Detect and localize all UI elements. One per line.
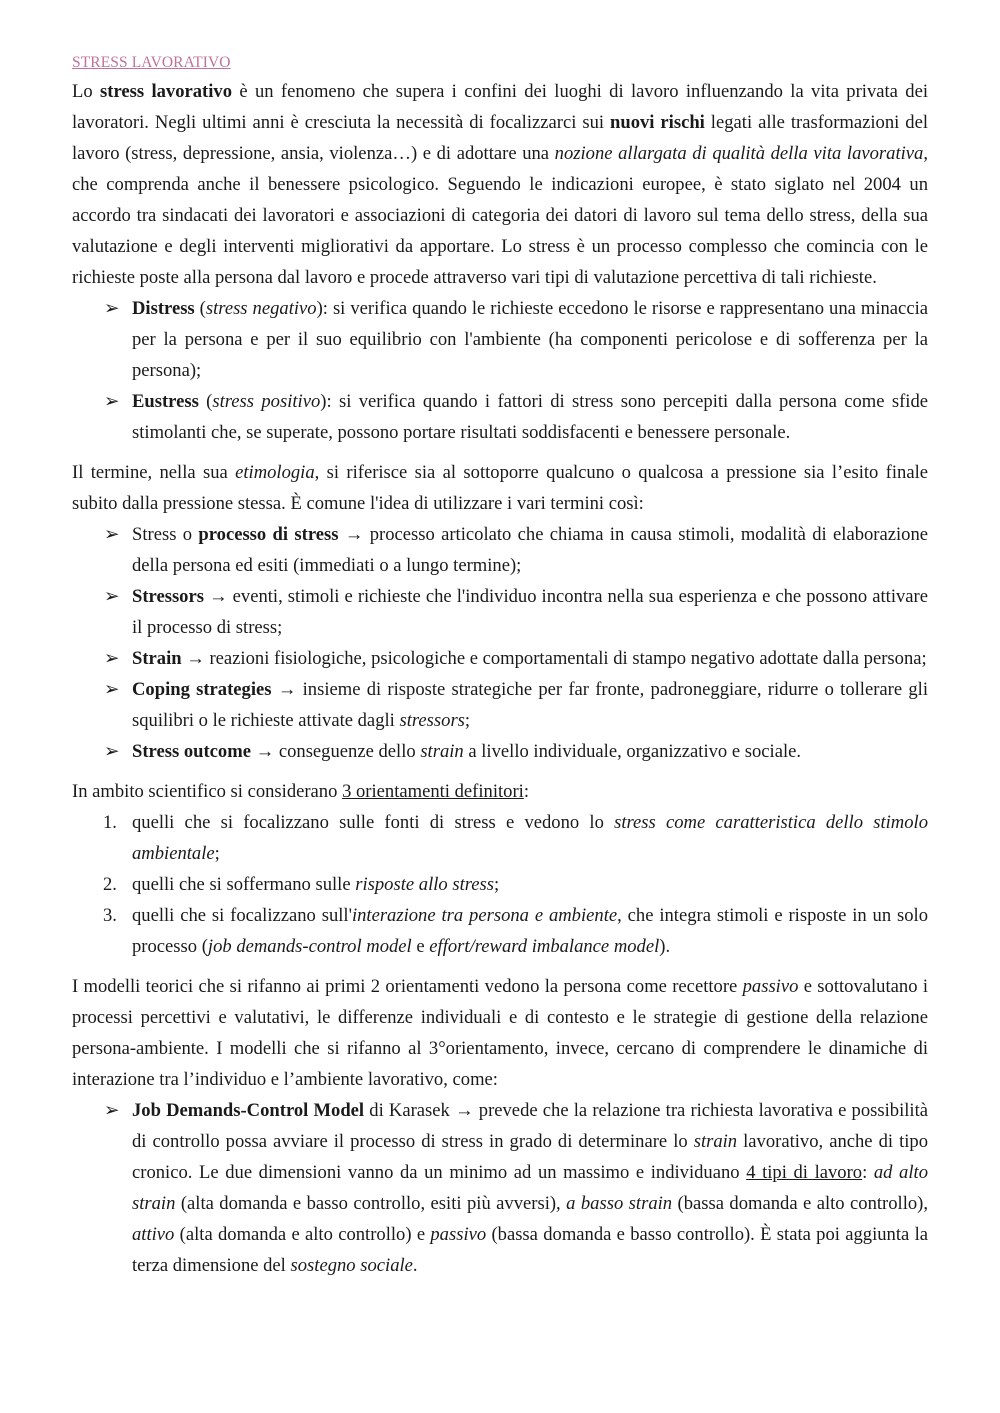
italic-term: sostegno sociale [290,1255,413,1276]
list-number: 3. [103,905,117,926]
bold-term: processo di stress [198,524,339,545]
stress-types-list [72,293,928,448]
arrow-bullet-icon: ➢ [104,586,120,607]
text: ; [464,710,471,731]
text: (bassa domanda e alto controllo), [672,1193,928,1214]
text: . [412,1255,418,1276]
arrow-bullet-icon: ➢ [104,741,120,762]
list-number: 1. [103,812,117,833]
bold-term: Distress [132,298,195,319]
italic-term: stress negativo [205,298,317,319]
text: quelli che si soffermano sulle [132,874,356,895]
text: (bassa domanda e basso controllo). È stata poi aggiunta la terza dimensione del [132,1224,928,1276]
text: ( [198,391,213,412]
list-item [72,386,928,448]
bold-term: stress lavorativo [100,81,233,102]
italic-term: attivo [132,1224,175,1245]
italic-term: passivo [430,1224,487,1245]
terms-list [72,519,928,767]
text: quelli che si focalizzano sull' [132,905,352,926]
text: : [523,781,529,802]
text: , si riferisce sia al sottoporre qualcuno o qualcosa a pressione sia l’esito finale subito dalla pressione stessa. È comune l'idea di utilizzare i vari termini così: [72,462,928,514]
arrow-bullet-icon: ➢ [104,298,120,319]
text: e sottovalutano i processi percettivi e valutativi, le differenze individuali e di contesto e le strategie di gestione della relazione persona-ambiente. I modelli che si rifanno al 3°orientamento, invece, cercano di comprendere le dinamiche di interazione tra l’individuo e l’ambiente lavorativo, come: [72,976,928,1090]
list-item [72,643,928,674]
text: ): si verifica quando le richieste eccedono le risorse e rappresentano una minaccia per la persona e per il suo equilibrio con l'ambiente (ha componenti pericolose e di sofferenza per la persona); [132,298,928,381]
italic-term: job demands-control model [207,936,412,957]
italic-term: ad alto strain [132,1162,928,1214]
underlined-term: 4 tipi di lavoro [746,1162,863,1183]
list-item [72,869,928,900]
text: , che comprenda anche il benessere psicologico. Seguendo le indicazioni europee, è stato siglato nel 2004 un accordo tra sindacati dei lavoratori e associazioni di categoria dei datori di lavoro sul tema dello stress, della sua valutazione e degli interventi migliorativi da apportare. Lo stress è un processo complesso che comincia con le richieste poste alla persona dal lavoro e procede attraverso vari tipi di valutazione percettiva di tali richieste. [72,143,928,288]
text: ): si verifica quando i fattori di stress sono percepiti dalla persona come sfide stimolanti che, se superate, possono portare risultati soddisfacenti e benessere personale. [132,391,928,443]
text: , che integra stimoli e risposte in un solo processo ( [132,905,928,957]
arrow-bullet-icon: ➢ [104,391,120,412]
text: In ambito scientifico si considerano [72,781,343,802]
etymology-paragraph [72,457,928,519]
orientations-list [72,807,928,962]
text: lavorativo, anche di tipo cronico. Le due dimensioni vanno da un minimo ad un massimo e individuano [132,1131,929,1183]
italic-term: effort/reward imbalance model [429,936,660,957]
intro-paragraph [72,76,928,293]
italic-term: a basso strain [566,1193,673,1214]
bold-term: nuovi rischi [610,112,705,133]
bold-term: Eustress [132,391,199,412]
bold-term: Stress outcome [132,741,251,762]
text: (alta domanda e alto controllo) e [174,1224,431,1245]
italic-term: risposte allo stress [355,874,495,895]
italic-term: stressors [399,710,465,731]
list-item [72,519,928,581]
italic-term: stress come caratteristica dello stimolo ambientale [132,812,928,864]
text: ; [214,843,220,864]
arrow-bullet-icon: ➢ [104,1100,120,1121]
text: Il termine, nella sua [72,462,236,483]
text: ( [194,298,206,319]
text: I modelli teorici che si rifanno ai primi 2 orientamenti vedono la persona come recettore [72,976,743,997]
text: Lo [72,81,101,102]
list-item [72,293,928,386]
list-item [72,581,928,643]
text: è un fenomeno che supera i confini dei luoghi di lavoro influenzando la vita privata dei lavoratori. Negli ultimi anni è cresciuta la necessità di focalizzarci sui [72,81,928,133]
text: e [411,936,430,957]
orientations-paragraph [72,776,928,807]
list-item [72,674,928,736]
text: legati alle trasformazioni del lavoro (stress, depressione, ansia, violenza…) e di adottare una [72,112,928,164]
bold-term: Coping strategies [132,679,272,700]
list-item [72,736,928,767]
text: → reazioni fisiologiche, psicologiche e comportamentali di stampo negativo adottate dalla persona; [181,648,927,669]
section-heading: STRESS LAVORATIVO [72,54,231,71]
bold-term: Strain [132,648,182,669]
text: → processo articolato che chiama in causa stimoli, modalità di elaborazione della persona ed esiti (immediati o a lungo termine); [132,524,929,576]
list-number: 2. [103,874,117,895]
arrow-bullet-icon: ➢ [104,524,120,545]
text: Stress o [132,524,199,545]
italic-term: nozione allargata di qualità della vita lavorativa [554,143,924,164]
italic-term: strain [693,1131,738,1152]
arrow-bullet-icon: ➢ [104,679,120,700]
text: (alta domanda e basso controllo, esiti più avversi), [175,1193,567,1214]
models-paragraph [72,971,928,1095]
text: di Karasek → prevede che la relazione tra richiesta lavorativa e possibilità di controllo possa avviare il processo di stress in grado di determinare lo [132,1100,928,1152]
text: → conseguenze dello [250,741,421,762]
italic-term: etimologia [235,462,315,483]
list-item [72,900,928,962]
text: ). [659,936,671,957]
arrow-bullet-icon: ➢ [104,648,120,669]
text: quelli che si focalizzano sulle fonti di stress e vedono lo [132,812,615,833]
list-item [72,1095,928,1281]
italic-term: stress positivo [212,391,321,412]
text: → insieme di risposte strategiche per far fronte, padroneggiare, ridurre o tollerare gli squilibri o le richieste attivate dagli [132,679,928,731]
bold-term: Job Demands-Control Model [132,1100,365,1121]
underlined-term: 3 orientamenti definitori [342,781,524,802]
text: → eventi, stimoli e richieste che l'individuo incontra nella sua esperienza e che possono attivare il processo di stress; [132,586,928,638]
italic-term: strain [420,741,464,762]
models-list [72,1095,928,1281]
italic-term: interazione tra persona e ambiente [351,905,618,926]
list-item [72,807,928,869]
bold-term: Stressors [132,586,204,607]
text: : [862,1162,874,1183]
text: ; [494,874,500,895]
text: a livello individuale, organizzativo e sociale. [463,741,802,762]
italic-term: passivo [742,976,799,997]
